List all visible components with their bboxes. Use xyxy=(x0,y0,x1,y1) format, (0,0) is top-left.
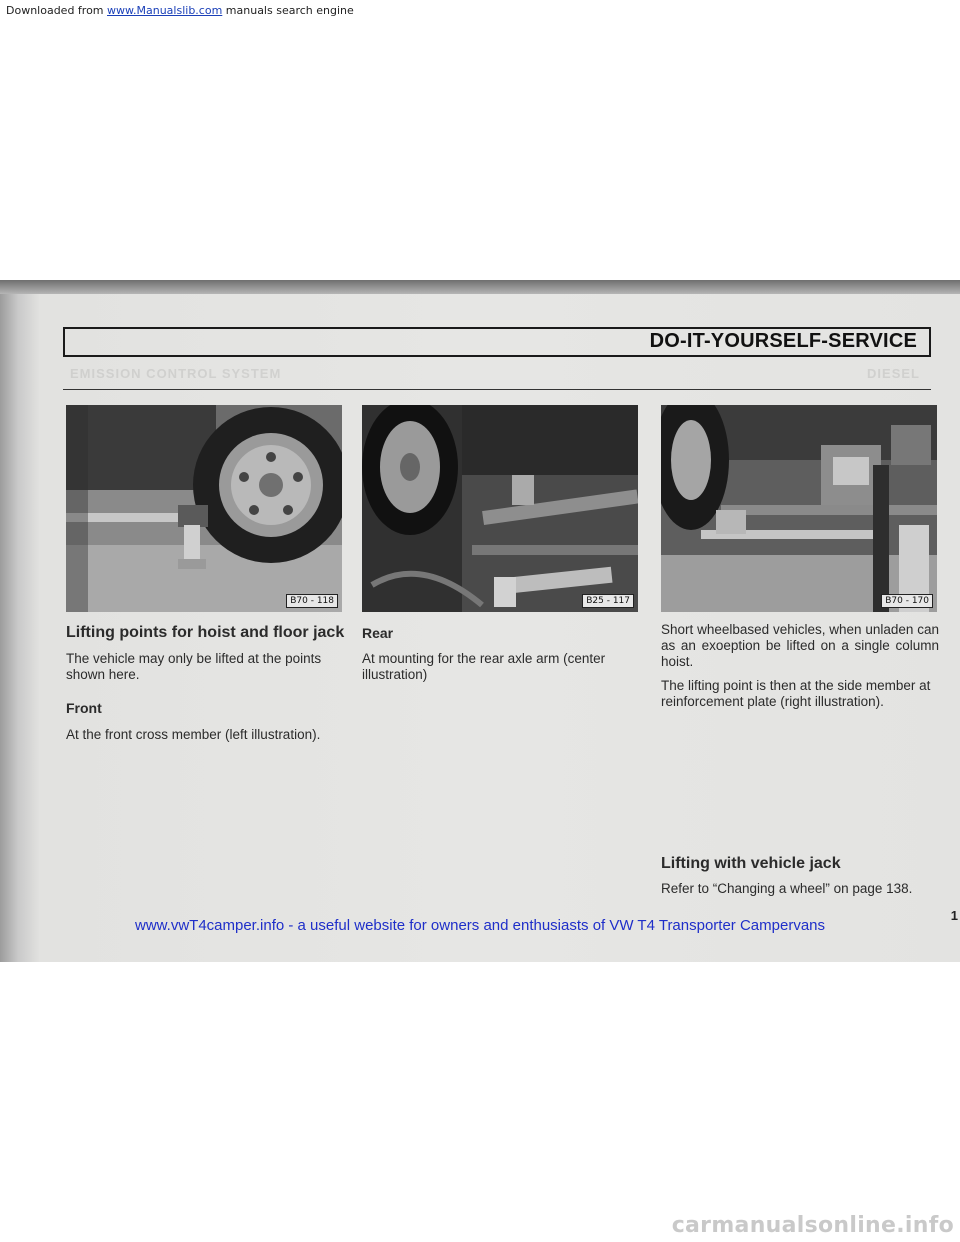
text-lift-points: The vehicle may only be lifted at the points shown here. xyxy=(66,651,322,682)
bleed-through-text: EMISSION CONTROL SYSTEM xyxy=(70,366,282,381)
download-note-prefix: Downloaded from xyxy=(6,4,108,17)
scanned-page xyxy=(0,280,960,962)
photo-side-member-lifting-point xyxy=(661,405,937,612)
photo-ref-2: B25 - 117 xyxy=(582,594,634,608)
manualslib-link[interactable]: www.Manualslib.com xyxy=(107,4,223,17)
photo-rear-lifting-point xyxy=(362,405,638,612)
header-rule xyxy=(63,389,931,390)
subheading-rear: Rear xyxy=(362,625,394,641)
text-side-member: The lifting point is then at the side member at reinforcement plate (right illustration). xyxy=(661,678,931,709)
photo-ref-1: B70 - 118 xyxy=(286,594,338,608)
column-right xyxy=(661,622,939,710)
section-header xyxy=(63,327,931,357)
download-note xyxy=(6,4,354,17)
photo-ref-3: B70 - 170 xyxy=(881,594,933,608)
heading-vehicle-jack: Lifting with vehicle jack xyxy=(661,855,841,872)
photo-front-lifting-point xyxy=(66,405,342,612)
section-title: DO-IT-YOURSELF-SERVICE xyxy=(649,330,917,352)
page-number: 1 xyxy=(950,908,958,923)
text-front: At the front cross member (left illustration). xyxy=(66,727,321,742)
watermark: carmanualsonline.info xyxy=(671,1213,954,1238)
column-right-lower xyxy=(661,854,939,897)
heading-lifting-points: Lifting points for hoist and floor jack xyxy=(66,624,345,641)
column-middle xyxy=(362,624,647,683)
scan-edge xyxy=(0,280,960,294)
text-rear: At mounting for the rear axle arm (center illustration) xyxy=(362,651,606,682)
text-changing-wheel: Refer to “Changing a wheel” on page 138. xyxy=(661,881,913,896)
subheading-front: Front xyxy=(66,700,102,716)
bleed-through-text-2: DIESEL xyxy=(867,366,920,381)
column-left xyxy=(66,623,346,743)
text-short-wheelbase: Short wheelbased vehicles, when unladen can as an exoeption be lifted on a single column hoist. xyxy=(661,622,939,669)
website-banner: www.vwT4camper.info - a useful website for owners and enthusiasts of VW T4 Transporter Campervans xyxy=(134,917,826,934)
download-note-suffix: manuals search engine xyxy=(222,4,354,17)
